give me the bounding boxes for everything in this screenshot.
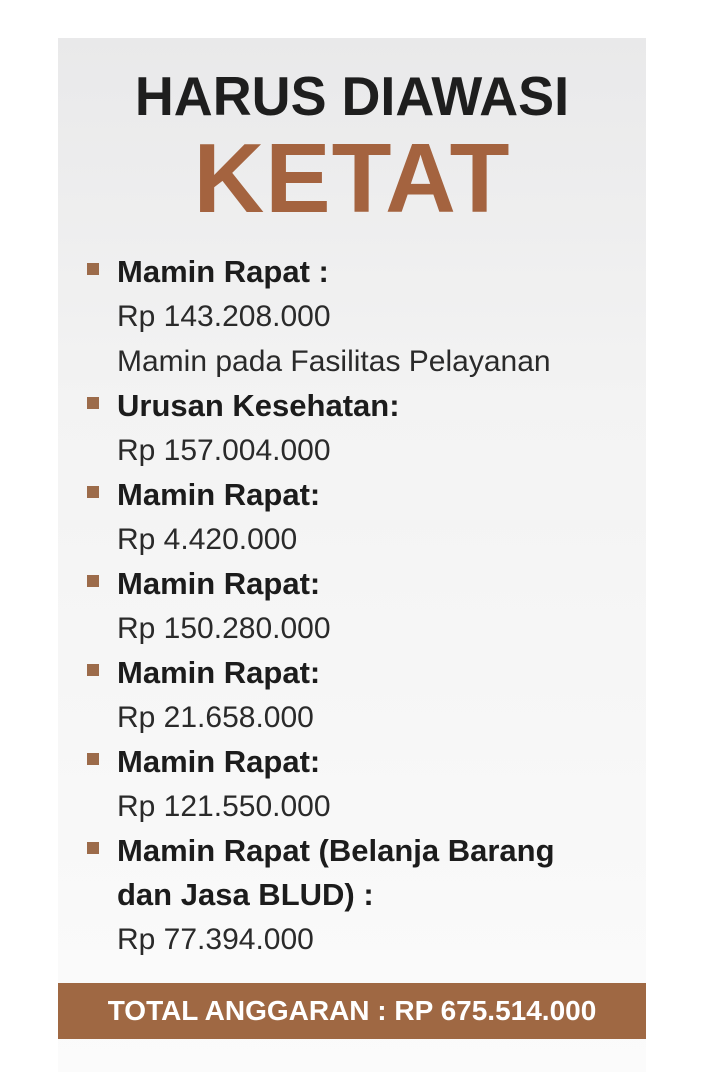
item-label: Mamin Rapat:: [117, 566, 321, 601]
item-note: Mamin pada Fasilitas Pelayanan: [117, 345, 551, 378]
list-item: [58, 384, 646, 473]
item-amount: Rp 77.394.000: [117, 923, 314, 956]
item-amount: Rp 150.280.000: [117, 612, 331, 645]
item-amount: Rp 121.550.000: [117, 790, 331, 823]
item-label: Mamin Rapat:: [117, 477, 321, 512]
title-line-2: KETAT: [193, 123, 511, 233]
list-item: [58, 740, 646, 829]
item-label: Mamin Rapat (Belanja Barang dan Jasa BLUD) :: [117, 833, 555, 912]
list-item: [58, 829, 646, 962]
square-bullet-icon: [87, 842, 99, 854]
square-bullet-icon: [87, 397, 99, 409]
square-bullet-icon: [87, 753, 99, 765]
item-amount: Rp 4.420.000: [117, 523, 298, 556]
total-budget-bar: TOTAL ANGGARAN : RP 675.514.000: [58, 983, 646, 1039]
budget-list: [58, 250, 646, 962]
list-item: [58, 250, 646, 384]
item-label: Mamin Rapat:: [117, 744, 321, 779]
item-label: Urusan Kesehatan:: [117, 388, 400, 423]
list-item: [58, 562, 646, 651]
item-label: Mamin Rapat :: [117, 254, 329, 289]
item-label: Mamin Rapat:: [117, 655, 321, 690]
square-bullet-icon: [87, 486, 99, 498]
infographic-card: [58, 38, 646, 1072]
list-item: [58, 473, 646, 562]
square-bullet-icon: [87, 575, 99, 587]
square-bullet-icon: [87, 664, 99, 676]
item-amount: Rp 21.658.000: [117, 701, 314, 734]
item-amount: Rp 157.004.000: [117, 434, 331, 467]
square-bullet-icon: [87, 263, 99, 275]
title-line-1: HARUS DIAWASI: [134, 65, 570, 127]
list-item: [58, 651, 646, 740]
item-amount: Rp 143.208.000: [117, 300, 331, 333]
